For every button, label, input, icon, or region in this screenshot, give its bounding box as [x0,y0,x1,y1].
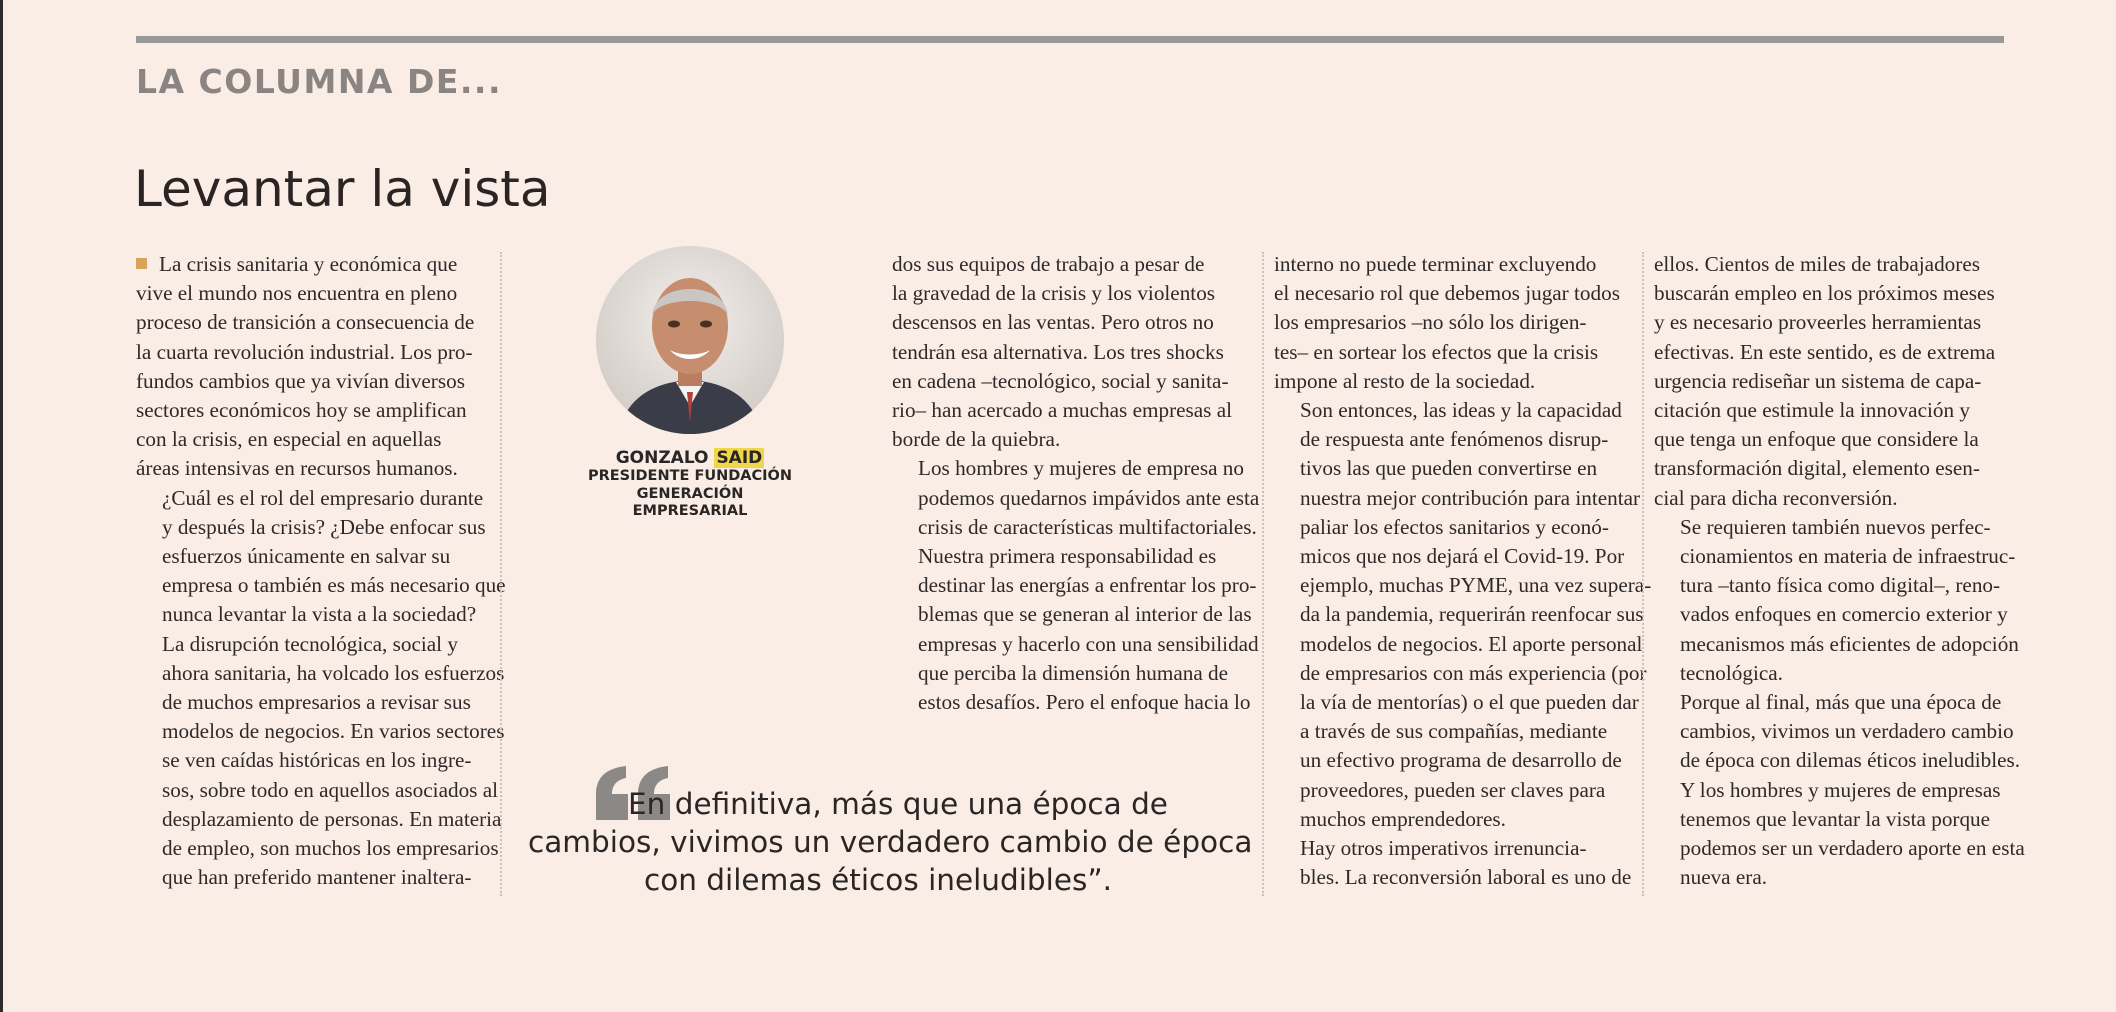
article-paragraph [1654,688,2025,892]
article-line: tendrán esa alternativa. Los tres shocks [892,339,1224,364]
article-paragraph [1654,250,2014,513]
article-line: un efectivo programa de desarrollo de [1300,748,1622,773]
pull-quote [528,785,1253,899]
article-paragraph [136,250,496,484]
article-line [136,250,496,279]
column-divider [1262,252,1264,896]
article-line: Porque al final, más que una época de [1680,690,2002,715]
article-line: cial para dicha reconversión. [1654,485,1898,510]
author-name [560,448,820,468]
article-line: ¿Cuál es el rol del empresario durante [162,485,484,510]
article-line-text: La crisis sanitaria y económica que [159,252,458,276]
article-line: rio– han acercado a muchas empresas al [892,398,1233,423]
article-line: la cuarta revolución industrial. Los pro- [136,339,473,364]
article-column-1 [136,250,506,892]
article-line: efectivas. En este sentido, es de extrema [1654,339,1996,364]
article-line: crisis de características multifactoriales. [918,514,1257,539]
article-line: en cadena –tecnológico, social y sanita- [892,368,1229,393]
article-line: nuestra mejor contribución para intentar [1300,485,1641,510]
article-line: La disrupción tecnológica, social y [162,631,458,656]
column-divider [1642,252,1644,896]
section-label: LA COLUMNA DE... [136,62,503,101]
article-line: que tenga un enfoque que considere la [1654,427,1979,452]
article-line: Los hombres y mujeres de empresa no [918,456,1244,481]
article-line: vados enfoques en comercio exterior y [1680,602,2008,627]
article-line: sos, sobre todo en aquellos asociados al [162,777,498,802]
article-line: interno no puede terminar excluyendo [1274,252,1597,276]
article-line: ellos. Cientos de miles de trabajadores [1654,252,1980,276]
article-line: Se requieren también nuevos perfec- [1680,514,1991,539]
column-divider [500,252,502,896]
article-line: y es necesario proveerles herramientas [1654,310,1982,335]
article-line: estos desafíos. Pero el enfoque hacia lo [918,690,1251,715]
article-line: áreas intensivas en recursos humanos. [136,456,458,481]
article-line: tura –tanto física como digital–, reno- [1680,573,2001,598]
article-column-4 [1654,250,2025,892]
article-line: buscarán empleo en los próximos meses [1654,281,1995,306]
article-line: urgencia rediseñar un sistema de capa- [1654,368,1982,393]
article-line: de respuesta ante fenómenos disrup- [1300,427,1609,452]
article-line: podemos ser un verdadero aporte en esta [1680,836,2025,861]
article-line: tecnológica. [1680,660,1783,685]
article-line: esfuerzos únicamente en salvar su [162,544,451,569]
article-paragraph [1274,250,1636,396]
article-line: cambios, vivimos un verdadero cambio [1680,719,2014,744]
article-line: desplazamiento de personas. En materia [162,806,502,831]
article-line: se ven caídas históricas en los ingre- [162,748,472,773]
article-line: vive el mundo nos encuentra en pleno [136,281,458,306]
article-line: borde de la quiebra. [892,427,1061,452]
article-line: fundos cambios que ya vivían diversos [136,368,465,393]
author-role-line: PRESIDENTE FUNDACIÓN [587,468,793,484]
article-column-3 [1274,250,1652,892]
article-line: blemas que se generan al interior de las [918,602,1252,627]
article-line: transformación digital, elemento esen- [1654,456,1980,481]
article-line: ejemplo, muchas PYME, una vez supera- [1300,573,1652,598]
article-line: con la crisis, en especial en aquellas [136,427,442,452]
author-last-name: SAID [716,448,763,468]
article-paragraph [892,542,1259,717]
article-paragraph [1274,834,1636,892]
article-paragraph [892,250,1252,454]
article-paragraph [136,630,505,893]
article-line: dos sus equipos de trabajo a pesar de [892,252,1205,276]
author-role-line: EMPRESARIAL [632,503,748,519]
article-line: tivos las que pueden convertirse en [1300,456,1598,481]
article-line: de empleo, son muchos los empresarios [162,836,499,861]
article-line: tenemos que levantar la vista porque [1680,806,1991,831]
article-paragraph [136,484,506,630]
article-line: paliar los efectos sanitarios y econó- [1300,514,1609,539]
article-line: los empresarios –no sólo los dirigen- [1274,310,1587,335]
article-line: muchos emprendedores. [1300,806,1506,831]
article-line: da la pandemia, requerirán reenfocar sus [1300,602,1644,627]
article-line: Son entonces, las ideas y la capacidad [1300,398,1622,423]
author-role-line: GENERACIÓN [636,485,744,502]
article-paragraph [892,454,1260,542]
bullet-square-icon [136,258,147,269]
article-line: citación que estimule la innovación y [1654,398,1970,423]
article-line: mecanismos más eficientes de adopción [1680,631,2019,656]
article-line: proveedores, pueden ser claves para [1300,777,1606,802]
pull-quote-line: En definitiva, más que una época de [628,787,1168,821]
article-line: modelos de negocios. El aporte personal [1300,631,1643,656]
article-line: a través de sus compañías, mediante [1300,719,1608,744]
article-line: de empresarios con más experiencia (por [1300,660,1647,685]
article-line: proceso de transición a consecuencia de [136,310,475,335]
article-paragraph [1654,513,2019,688]
article-line: micos que nos dejará el Covid-19. Por [1300,544,1625,569]
page-edge [0,0,3,1012]
article-line: ahora sanitaria, ha volcado los esfuerzos [162,660,505,685]
article-line: cionamientos en materia de infraestruc- [1680,544,2016,569]
top-rule [136,36,2004,43]
pull-quote-line: con dilemas éticos ineludibles”. [643,863,1113,897]
article-line: el necesario rol que debemos jugar todos [1274,281,1620,306]
article-line: y después la crisis? ¿Debe enfocar sus [162,514,486,539]
author-role [560,468,820,521]
article-line: empresa o también es más necesario que [162,573,506,598]
author-first-name: GONZALO [615,448,709,468]
article-line: de muchos empresarios a revisar sus [162,690,471,715]
article-line: impone al resto de la sociedad. [1274,368,1536,393]
article-line: destinar las energías a enfrentar los pro- [918,573,1257,598]
article-line: descensos en las ventas. Pero otros no [892,310,1214,335]
article-paragraph [1274,396,1652,834]
article-line: Nuestra primera responsabilidad es [918,544,1217,569]
article-line: empresas y hacerlo con una sensibilidad [918,631,1259,656]
article-line: tes– en sortear los efectos que la crisis [1274,339,1599,364]
article-line: podemos quedarnos impávidos ante esta [918,485,1260,510]
article-line: la vía de mentorías) o el que pueden dar [1300,690,1639,715]
article-line: modelos de negocios. En varios sectores [162,719,505,744]
author-portrait [596,246,784,434]
article-line: la gravedad de la crisis y los violentos [892,281,1216,306]
article-line: que perciba la dimensión humana de [918,660,1229,685]
author-credit [560,448,820,521]
article-line: Hay otros imperativos irrenuncia- [1300,836,1587,861]
article-column-2 [892,250,1260,717]
article-line: nunca levantar la vista a la sociedad? [162,602,477,627]
article-line: de época con dilemas éticos ineludibles. [1680,748,2021,773]
article-line: sectores económicos hoy se amplifican [136,398,467,423]
article-line: Y los hombres y mujeres de empresas [1680,777,2001,802]
pull-quote-line: cambios, vivimos un verdadero cambio de época [528,825,1253,859]
article-line: nueva era. [1680,865,1768,890]
headline: Levantar la vista [134,160,551,218]
article-line: que han preferido mantener inaltera- [162,865,472,890]
article-line: bles. La reconversión laboral es uno de [1300,865,1632,890]
